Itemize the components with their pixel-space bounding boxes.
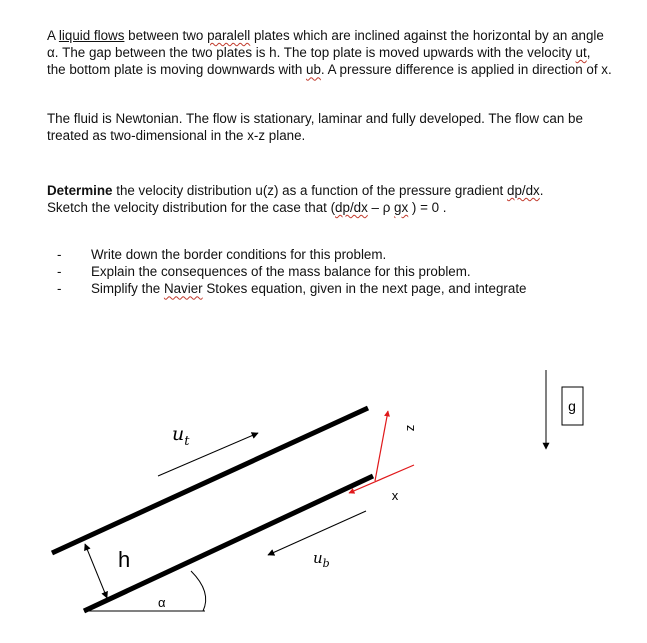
ut-label	[172, 423, 190, 449]
text-fragment: A	[47, 28, 59, 43]
ut-inline: ut	[575, 45, 587, 61]
liquid-flows-text: liquid flows	[58, 28, 125, 43]
bottom-plate	[84, 476, 373, 611]
ub-label-subscript: b	[322, 557, 330, 570]
list-item-text: Write down the border conditions for this problem.	[91, 247, 387, 262]
ub-inline: ub	[306, 62, 321, 78]
x-axis-label: x	[391, 488, 399, 503]
bullet-dash: -	[57, 281, 62, 297]
text-fragment: Simplify the	[91, 281, 164, 297]
gap-h-arrow	[85, 544, 107, 598]
text-fragment: ) = 0 .	[408, 200, 447, 216]
ut-label-subscript: t	[184, 434, 190, 449]
ut-label-main: u	[172, 423, 185, 445]
bullet-dash: -	[57, 264, 62, 280]
bullet-dash: -	[57, 247, 62, 262]
ub-label	[313, 549, 330, 570]
gap-h-label: h	[118, 547, 131, 572]
text-fragment: the velocity distribution u(z) as a function of the pressure gradient	[112, 183, 507, 198]
x-axis-arrow	[349, 465, 414, 493]
z-axis-arrow	[375, 411, 388, 481]
text-fragment: plates which are inclined against the horizontal by an angle α. The gap between the two plates is h. The top plate is moved upwards with the velocity	[47, 28, 604, 61]
dpdx-inline: dp/dx	[335, 200, 368, 216]
problem-assumptions: The fluid is Newtonian. The flow is stationary, laminar and fully developed. The flow can be treated as two-dimensional in the x-z plane.	[47, 111, 583, 144]
z-axis-label: z	[402, 424, 417, 432]
dpdx-inline: dp/dx	[507, 183, 540, 198]
determine-keyword: Determine	[47, 183, 113, 198]
gravity-label: g	[568, 398, 576, 414]
text-fragment: .	[539, 183, 544, 198]
text-fragment: , the bottom plate is moving downwards with	[47, 45, 591, 78]
text-fragment: . A pressure difference is applied in direction of x.	[320, 62, 612, 78]
navier-word: Navier	[163, 281, 203, 297]
ub-label-main: u	[313, 549, 323, 567]
gx-inline: gx	[394, 200, 409, 216]
text-fragment: – ρ	[367, 200, 395, 216]
angle-arc	[191, 571, 206, 611]
text-fragment: Stokes equation, given in the next page, and integrate	[202, 281, 527, 297]
text-fragment: Sketch the velocity distribution for the case that (	[47, 200, 336, 216]
spelling-flagged-word: paralell	[207, 28, 251, 43]
angle-alpha-label: α	[158, 595, 166, 610]
list-item-text: Explain the consequences of the mass balance for this problem.	[91, 264, 471, 280]
text-fragment: between two	[124, 28, 208, 43]
